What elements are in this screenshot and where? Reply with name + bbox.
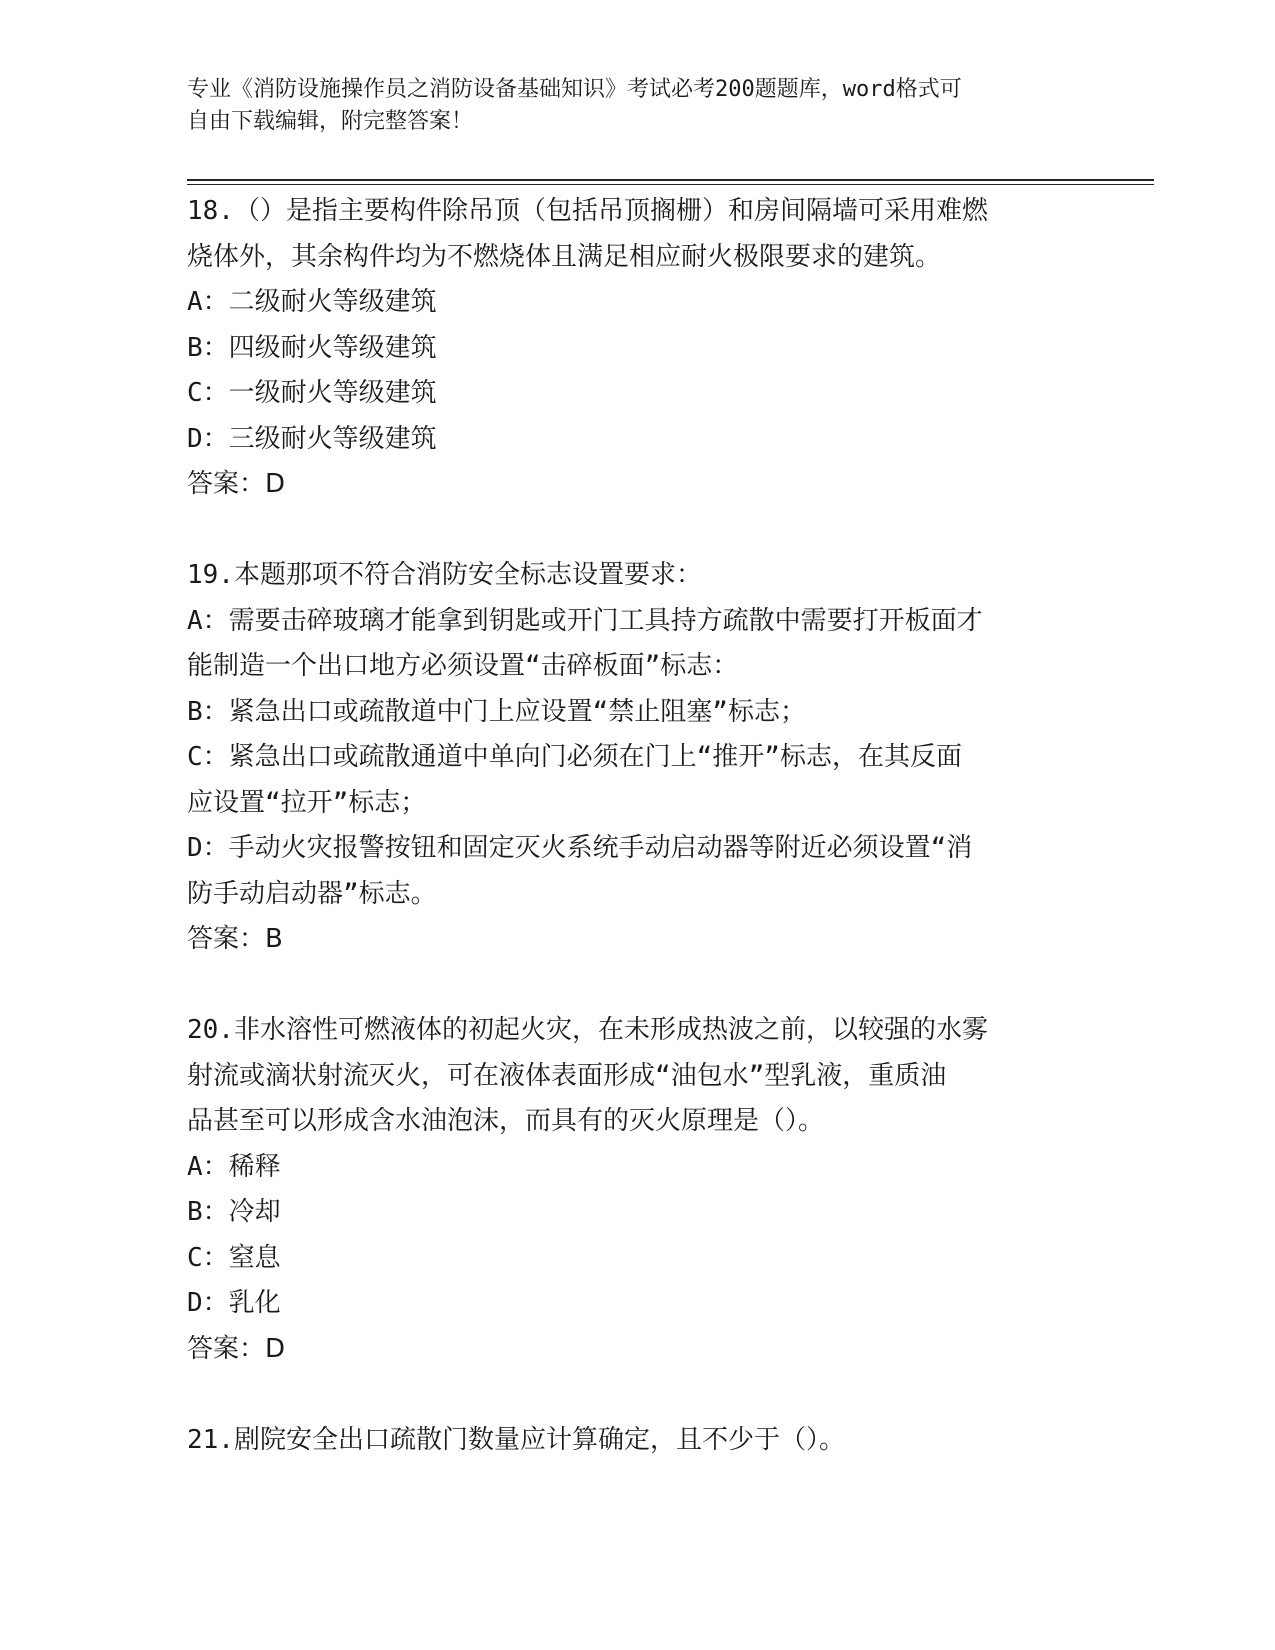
question-option: B：冷却 xyxy=(187,1197,281,1227)
header-divider xyxy=(187,184,1154,185)
question-option: B：紧急出口或疏散道中门上应设置“禁止阻塞”标志； xyxy=(187,696,806,727)
question-option: D：三级耐火等级建筑 xyxy=(187,423,437,454)
document-header xyxy=(187,74,1067,138)
question-option: D：乳化 xyxy=(187,1288,281,1318)
question-answer: 答案：B xyxy=(187,924,283,954)
question-option: A：二级耐火等级建筑 xyxy=(187,287,437,317)
question-answer: 答案：D xyxy=(187,469,286,499)
question-stem: 射流或滴状射流灭火，可在液体表面形成“油包水”型乳液，重质油 xyxy=(187,1060,947,1091)
question-option: C：窒息 xyxy=(187,1242,281,1273)
question-option: A：需要击碎玻璃才能拿到钥匙或开门工具持方疏散中需要打开板面才 xyxy=(187,605,983,636)
question-stem: 21.剧院安全出口疏散门数量应计算确定，且不少于（）。 xyxy=(187,1424,845,1455)
question-option: B：四级耐火等级建筑 xyxy=(187,332,437,363)
question-spacer xyxy=(187,963,1087,1009)
question-stem: 19.本题那项不符合消防安全标志设置要求： xyxy=(187,560,702,590)
question-option: 能制造一个出口地方必须设置“击碎板面”标志： xyxy=(187,651,739,681)
question-option: C：紧急出口或疏散通道中单向门必须在门上“推开”标志，在其反面 xyxy=(187,742,962,772)
question-stem: 20.非水溶性可燃液体的初起火灾，在未形成热波之前，以较强的水雾 xyxy=(187,1015,988,1045)
question-spacer xyxy=(187,1372,1087,1418)
question-spacer xyxy=(187,508,1087,554)
question-option: A：稀释 xyxy=(187,1151,281,1182)
header-line: 专业《消防设施操作员之消防设备基础知识》考试必考200题题库，word格式可 xyxy=(187,77,962,102)
header-line: 自由下载编辑，附完整答案！ xyxy=(187,109,474,134)
question-list xyxy=(187,189,1087,1463)
question-stem: 烧体外，其余构件均为不燃烧体且满足相应耐火极限要求的建筑。 xyxy=(187,241,942,272)
question-option: C：一级耐火等级建筑 xyxy=(187,378,437,408)
question-stem: 品甚至可以形成含水油泡沫，而具有的灭火原理是（）。 xyxy=(187,1106,825,1136)
question-stem: 18.（）是指主要构件除吊顶（包括吊顶搁栅）和房间隔墙可采用难燃 xyxy=(187,196,988,226)
question-option: D：手动火灾报警按钮和固定灭火系统手动启动器等附近必须设置“消 xyxy=(187,833,973,863)
question-option: 应设置“拉开”标志； xyxy=(187,787,427,818)
header-divider xyxy=(187,179,1154,181)
question-answer: 答案：D xyxy=(187,1333,286,1364)
question-option: 防手动启动器”标志。 xyxy=(187,878,437,909)
